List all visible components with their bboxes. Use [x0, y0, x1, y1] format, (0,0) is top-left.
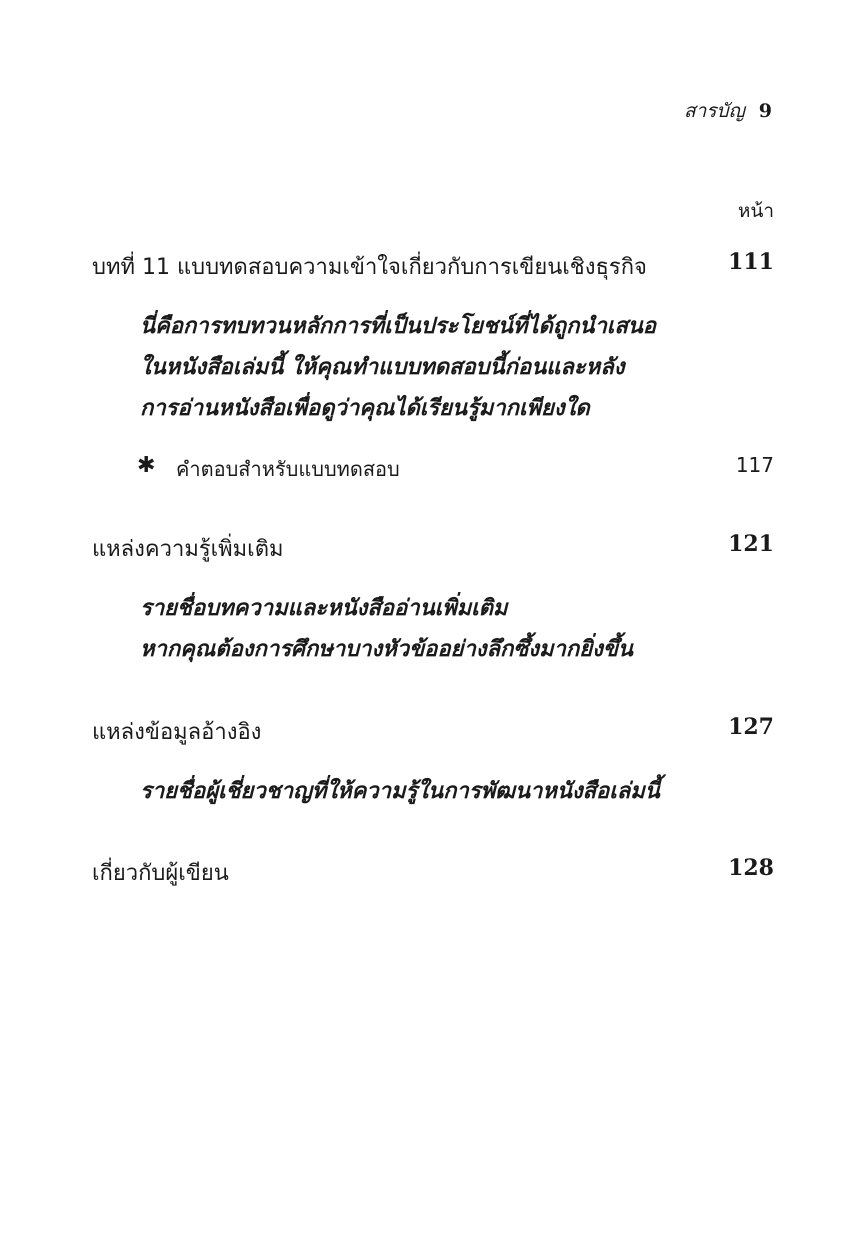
description-line: การอ่านหนังสือเพื่อดูว่าคุณได้เรียนรู้มากเพียงใด	[140, 396, 590, 421]
toc-entry-title[interactable]: เกี่ยวกับผู้เขียน	[92, 861, 229, 886]
page-column-label: หน้า	[737, 200, 774, 222]
toc-entry-title[interactable]: แหล่งข้อมูลอ้างอิง	[92, 720, 262, 745]
running-header	[684, 98, 772, 124]
asterisk-icon: ✱	[137, 453, 156, 478]
description-line: หากคุณต้องการศึกษาบางหัวข้ออย่างลึกซึ้งมากยิ่งขึ้น	[140, 637, 633, 662]
toc-entry-title[interactable]: แหล่งความรู้เพิ่มเติม	[92, 537, 284, 562]
toc-subentry-title[interactable]: คำตอบสำหรับแบบทดสอบ	[176, 457, 400, 481]
description-line: รายชื่อผู้เชี่ยวชาญที่ให้ความรู้ในการพัฒนาหนังสือเล่มนี้	[140, 779, 660, 804]
description-line: นี่คือการทบทวนหลักการที่เป็นประโยชน์ที่ได้ถูกนำเสนอ	[140, 314, 657, 339]
toc-entry-description	[140, 306, 656, 429]
toc-entry-page: 111	[728, 249, 774, 275]
toc-entry-title[interactable]: บทที่ 11 แบบทดสอบความเข้าใจเกี่ยวกับการเขียนเชิงธุรกิจ	[92, 255, 647, 280]
description-line: รายชื่อบทความและหนังสืออ่านเพิ่มเติม	[140, 596, 508, 621]
toc-entry-page: 121	[728, 531, 774, 557]
description-line: ในหนังสือเล่มนี้ ให้คุณทำแบบทดสอบนี้ก่อนและหลัง	[140, 355, 625, 380]
toc-entry-description	[140, 588, 633, 670]
toc-entry-page: 128	[728, 855, 774, 881]
running-header-title: สารบัญ	[684, 100, 745, 122]
toc-entry-description	[140, 771, 660, 812]
toc-subentry-page: 117	[735, 453, 774, 477]
running-header-page-number: 9	[758, 100, 772, 122]
toc-entry-page: 127	[728, 714, 774, 740]
